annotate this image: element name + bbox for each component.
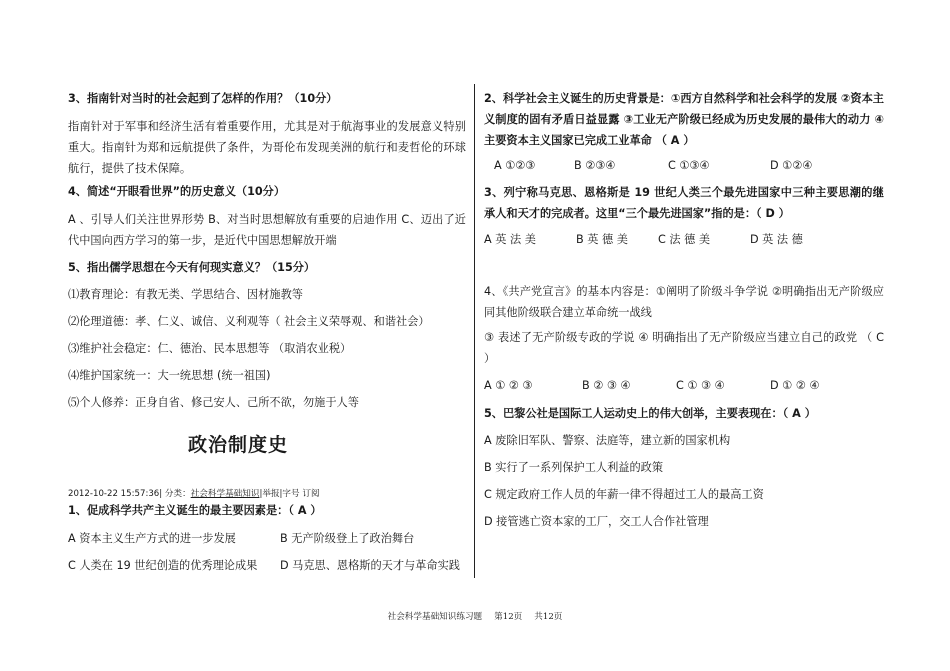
footer-total-pages: 共12页: [534, 612, 563, 622]
r-q3-option-d: D 英 法 德: [750, 233, 803, 246]
q3-question: 3、指南针对当时的社会起到了怎样的作用？（10分）: [68, 92, 338, 105]
r-q3-question: 3、列宁称马克思、恩格斯是 19 世纪人类三个最先进国家中三种主要思潮的继承人和天才的完成者。这里“三个最先进国家”指的是：（ D ）: [484, 186, 884, 220]
q5-item: ⑸个人修养：正身自省、修己安人、己所不欲，勿施于人等: [68, 396, 359, 409]
r-q3-option-c: C 法 德 美: [658, 233, 711, 246]
q1-option-b: B 无产阶级登上了政治舞台: [280, 532, 415, 545]
page-footer: [0, 610, 950, 622]
r-q2-question: 2、科学社会主义诞生的历史背景是：①西方自然科学和社会科学的发展 ②资本主义制度的固有矛盾日益显露 ③工业无产阶级已经成为历史发展的最伟大的动力 ④主要资本主义国家已完成工业革命 （ A ）: [484, 92, 884, 147]
category-link[interactable]: 社会科学基础知识: [190, 489, 260, 499]
r-q5-option-c: C 规定政府工作人员的年薪一律不得超过工人的最高工资: [484, 488, 764, 501]
q1-option-c: C 人类在 19 世纪创造的优秀理论成果: [68, 559, 258, 572]
r-q4-question-part2: ③ 表述了无产阶级专政的学说 ④ 明确指出了无产阶级应当建立自己的政党 （ C ）: [484, 331, 884, 365]
q5-item: ⑵伦理道德：孝、仁义、诚信、义利观等（ 社会主义荣辱观、和谐社会）: [68, 315, 430, 328]
r-q4-option-d: D ① ② ④: [770, 379, 820, 392]
footer-doc-title: 社会科学基础知识练习题: [387, 612, 483, 622]
r-q5-option-a: A 废除旧军队、警察、法庭等，建立新的国家机构: [484, 434, 731, 447]
r-q2-option-c: C ①③④: [668, 159, 710, 172]
section-title: 政治制度史: [188, 434, 289, 456]
q3-answer: 指南针对于军事和经济生活有着重要作用，尤其是对于航海事业的发展意义特别重大。指南针为郑和远航提供了条件，为哥伦布发现美洲的航行和麦哲伦的环球航行，提供了技术保障。: [68, 120, 466, 175]
footer-page-number: 第12页: [494, 612, 523, 622]
r-q4-question-part1: 4、《共产党宣言》的基本内容是：①阐明了阶级斗争学说 ②明确指出无产阶级应同其他阶级联合建立革命统一战线: [484, 285, 884, 319]
r-q2-option-d: D ①②④: [770, 159, 813, 172]
q4-question: 4、简述“开眼看世界”的历史意义（10分）: [68, 185, 286, 198]
q5-item: ⑴教育理论：有教无类、学思结合、因材施教等: [68, 288, 303, 301]
q5-item: ⑶维护社会稳定：仁、德治、民本思想等 （取消农业税）: [68, 342, 352, 355]
q4-answer: A 、引导人们关注世界形势 B、对当时思想解放有重要的启迪作用 C、迈出了近代中国向西方学习的第一步，是近代中国思想解放开端: [68, 213, 466, 247]
column-divider: [474, 84, 475, 578]
post-meta-date: 2012-10-22 15:57:36| 分类：: [68, 489, 191, 499]
r-q4-option-c: C ① ③ ④: [676, 379, 725, 392]
q5-item: ⑷维护国家统一：大一统思想 (统一祖国): [68, 369, 271, 382]
r-q4-option-a: A ① ② ③: [484, 379, 533, 392]
post-meta-actions[interactable]: |举报|字号 订阅: [259, 489, 320, 499]
r-q5-option-b: B 实行了一系列保护工人利益的政策: [484, 461, 664, 474]
q1-option-a: A 资本主义生产方式的进一步发展: [68, 532, 236, 545]
q1-option-d: D 马克思、恩格斯的天才与革命实践: [280, 559, 460, 572]
r-q3-option-b: B 英 德 美: [576, 233, 628, 246]
q1-question: 1、促成科学共产主义诞生的最主要因素是：（ A ）: [68, 504, 322, 517]
r-q4-option-b: B ② ③ ④: [582, 379, 631, 392]
r-q5-question: 5、巴黎公社是国际工人运动史上的伟大创举，主要表现在：（ A ）: [484, 407, 816, 420]
r-q2-option-b: B ②③④: [574, 159, 616, 172]
r-q3-option-a: A 英 法 美: [484, 233, 536, 246]
r-q2-option-a: A ①②③: [494, 159, 536, 172]
q5-question: 5、指出儒学思想在今天有何现实意义？（15分）: [68, 261, 316, 274]
r-q5-option-d: D 接管逃亡资本家的工厂，交工人合作社管理: [484, 515, 709, 528]
